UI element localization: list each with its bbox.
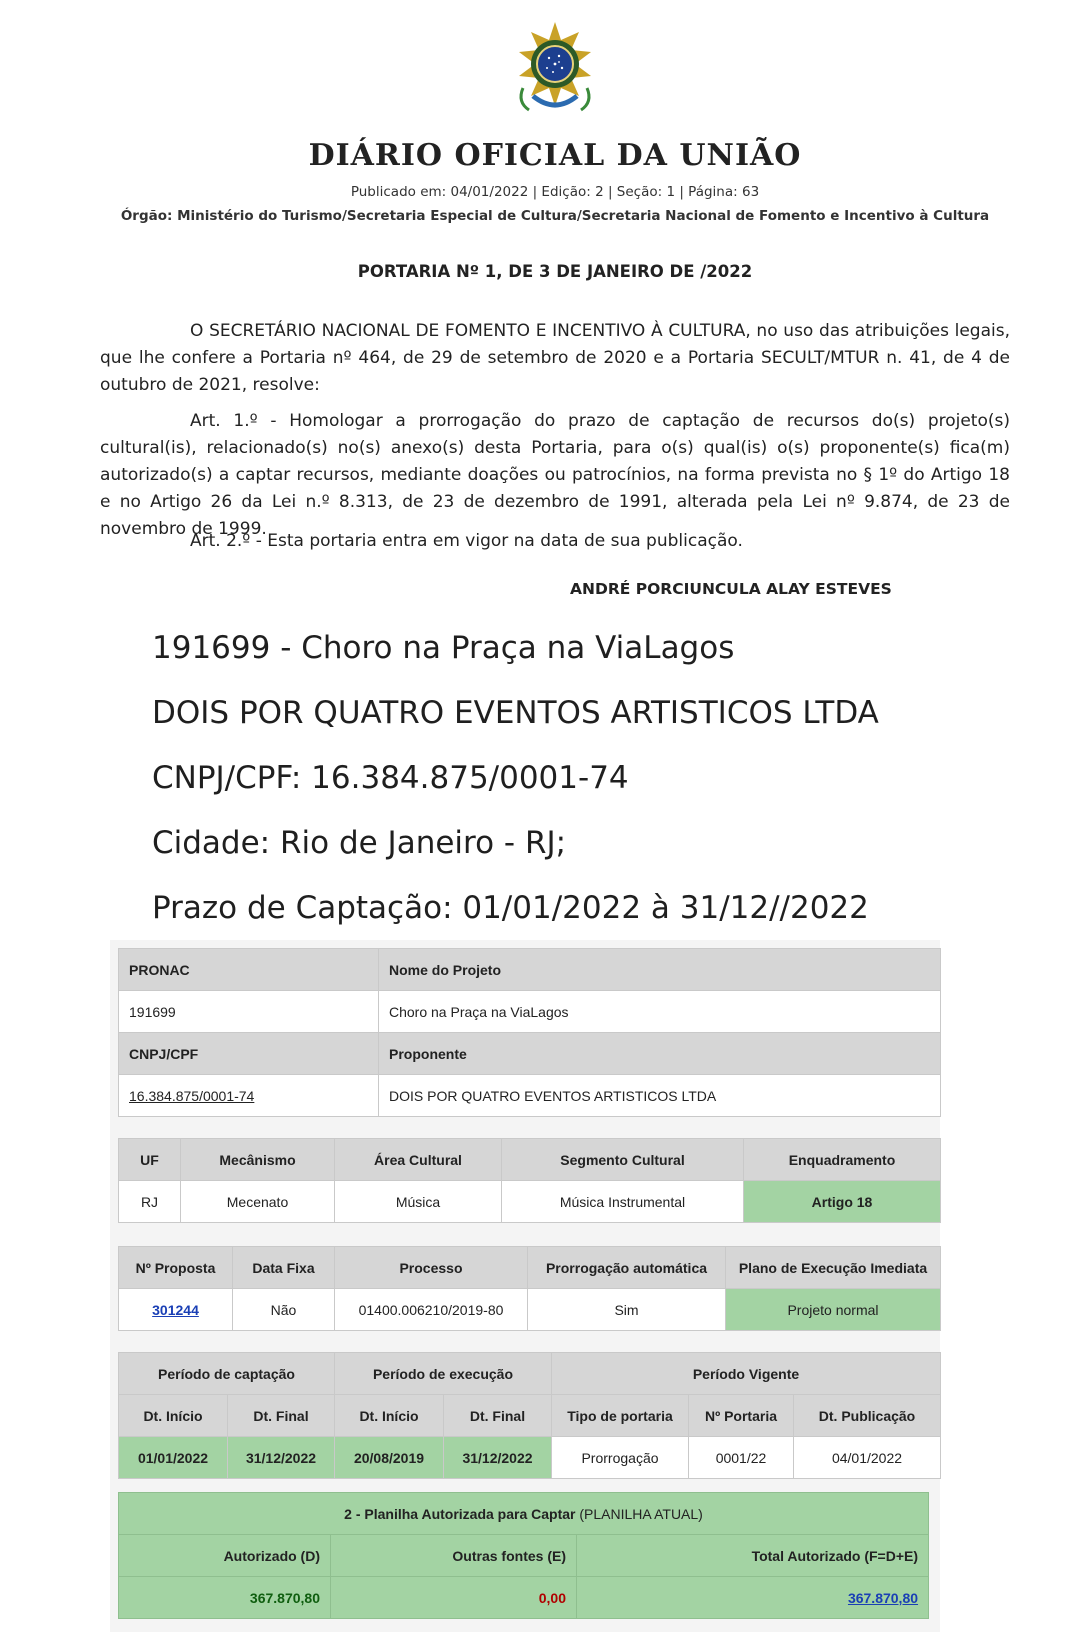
project-name-header: Nome do Projeto [379,949,941,991]
proponente-header: Proponente [379,1033,941,1075]
prorrogacao-value: Sim [528,1289,726,1331]
proponente-value: DOIS POR QUATRO EVENTOS ARTISTICOS LTDA [379,1075,941,1117]
periodo-vigente-header: Período Vigente [552,1353,941,1395]
cnpj-cell [119,1075,379,1117]
execucao-inicio-value: 20/08/2019 [335,1437,444,1479]
captacao-inicio-value: 01/01/2022 [119,1437,228,1479]
segmento-cultural-header: Segmento Cultural [502,1139,744,1181]
captacao-inicio-header: Dt. Início [119,1395,228,1437]
annex-project-line: 191699 - Choro na Praça na ViaLagos [152,630,735,666]
planilha-title-bold: 2 - Planilha Autorizada para Captar [344,1505,576,1522]
numero-portaria-value: 0001/22 [689,1437,794,1479]
pronac-value: 191699 [119,991,379,1033]
annex-cnpj-line: CNPJ/CPF: 16.384.875/0001-74 [152,760,629,796]
execucao-final-header: Dt. Final [444,1395,552,1437]
project-name-value: Choro na Praça na ViaLagos [379,991,941,1033]
area-cultural-value: Música [335,1181,502,1223]
tipo-portaria-value: Prorrogação [552,1437,689,1479]
cnpj-link[interactable]: 16.384.875/0001-74 [129,1087,255,1104]
area-cultural-header: Área Cultural [335,1139,502,1181]
outras-fontes-header: Outras fontes (E) [331,1535,577,1577]
total-autorizado-cell [577,1577,929,1619]
captacao-final-value: 31/12/2022 [228,1437,335,1479]
pronac-header: PRONAC [119,949,379,991]
total-autorizado-link[interactable]: 367.870,80 [847,1589,919,1606]
cnpj-header: CNPJ/CPF [119,1033,379,1075]
proposal-table [118,1246,941,1331]
proposta-link[interactable]: 301244 [152,1301,199,1318]
periodo-execucao-header: Período de execução [335,1353,552,1395]
annex-proponent-line: DOIS POR QUATRO EVENTOS ARTISTICOS LTDA [152,695,879,731]
mecanismo-header: Mecânismo [181,1139,335,1181]
proposta-header: Nº Proposta [119,1247,233,1289]
portaria-title: PORTARIA Nº 1, DE 3 DE JANEIRO DE /2022 [357,262,753,281]
signature-name: ANDRÉ PORCIUNCULA ALAY ESTEVES [570,580,892,598]
enquadramento-value: Artigo 18 [744,1181,941,1223]
total-autorizado-header: Total Autorizado (F=D+E) [577,1535,929,1577]
article-2-paragraph: Art. 2.º - Esta portaria entra em vigor na data de sua publicação. [190,531,743,551]
proposta-cell [119,1289,233,1331]
coat-of-arms-emblem [505,18,605,118]
autorizado-value: 367.870,80 [249,1589,320,1606]
planilha-title [119,1493,929,1535]
project-table [118,948,941,1117]
data-fixa-value: Não [233,1289,335,1331]
periodo-captacao-header: Período de captação [119,1353,335,1395]
segmento-cultural-value: Música Instrumental [502,1181,744,1223]
data-publicacao-header: Dt. Publicação [794,1395,941,1437]
classification-table [118,1138,941,1223]
annex-city-line: Cidade: Rio de Janeiro - RJ; [152,825,567,861]
orgao-line: Órgão: Ministério do Turismo/Secretaria Especial de Cultura/Secretaria Nacional de Fomento e Incentivo à Cultura [120,208,990,224]
plano-execucao-value: Projeto normal [726,1289,941,1331]
numero-portaria-header: Nº Portaria [689,1395,794,1437]
plano-execucao-header: Plano de Execução Imediata [726,1247,941,1289]
planilha-title-suffix: (PLANILHA ATUAL) [579,1505,703,1522]
publication-meta: Publicado em: 04/01/2022 | Edição: 2 | Seção: 1 | Página: 63 [350,184,760,200]
processo-value: 01400.006210/2019-80 [335,1289,528,1331]
annex-deadline-line: Prazo de Captação: 01/01/2022 à 31/12//2022 [152,890,869,926]
processo-header: Processo [335,1247,528,1289]
execucao-inicio-header: Dt. Início [335,1395,444,1437]
autorizado-header: Autorizado (D) [119,1535,331,1577]
periods-table [118,1352,941,1479]
captacao-final-header: Dt. Final [228,1395,335,1437]
tipo-portaria-header: Tipo de portaria [552,1395,689,1437]
dou-title: DIÁRIO OFICIAL DA UNIÃO [308,138,802,173]
mecanismo-value: Mecenato [181,1181,335,1223]
uf-value: RJ [119,1181,181,1223]
data-publicacao-value: 04/01/2022 [794,1437,941,1479]
enquadramento-header: Enquadramento [744,1139,941,1181]
data-fixa-header: Data Fixa [233,1247,335,1289]
planilha-table [118,1492,929,1619]
prorrogacao-header: Prorrogação automática [528,1247,726,1289]
outras-fontes-cell [331,1577,577,1619]
preamble-paragraph: O SECRETÁRIO NACIONAL DE FOMENTO E INCENTIVO À CULTURA, no uso das atribuições legais, que lhe confere a Portaria nº 464, de 29 de setembro de 2020 e a Portaria SECULT/MTUR n. 41, de 4 de outubro de 2021, resolve: [100,321,1010,395]
outras-fontes-value: 0,00 [538,1589,566,1606]
execucao-final-value: 31/12/2022 [444,1437,552,1479]
autorizado-cell [119,1577,331,1619]
article-1-paragraph: Art. 1.º - Homologar a prorrogação do prazo de captação de recursos do(s) projeto(s) cultural(is), relacionado(s) no(s) anexo(s) desta Portaria, para o(s) qual(is) o(s) proponente(s) fica(m) autorizado(s) a captar recursos, mediante doações ou patrocínios, na forma prevista no § 1º do Artigo 18 e no Artigo 26 da Lei n.º 8.313, de 23 de dezembro de 1991, alterada pela Lei nº 9.874, de 23 de novembro de 1999. [100,411,1010,539]
uf-header: UF [119,1139,181,1181]
